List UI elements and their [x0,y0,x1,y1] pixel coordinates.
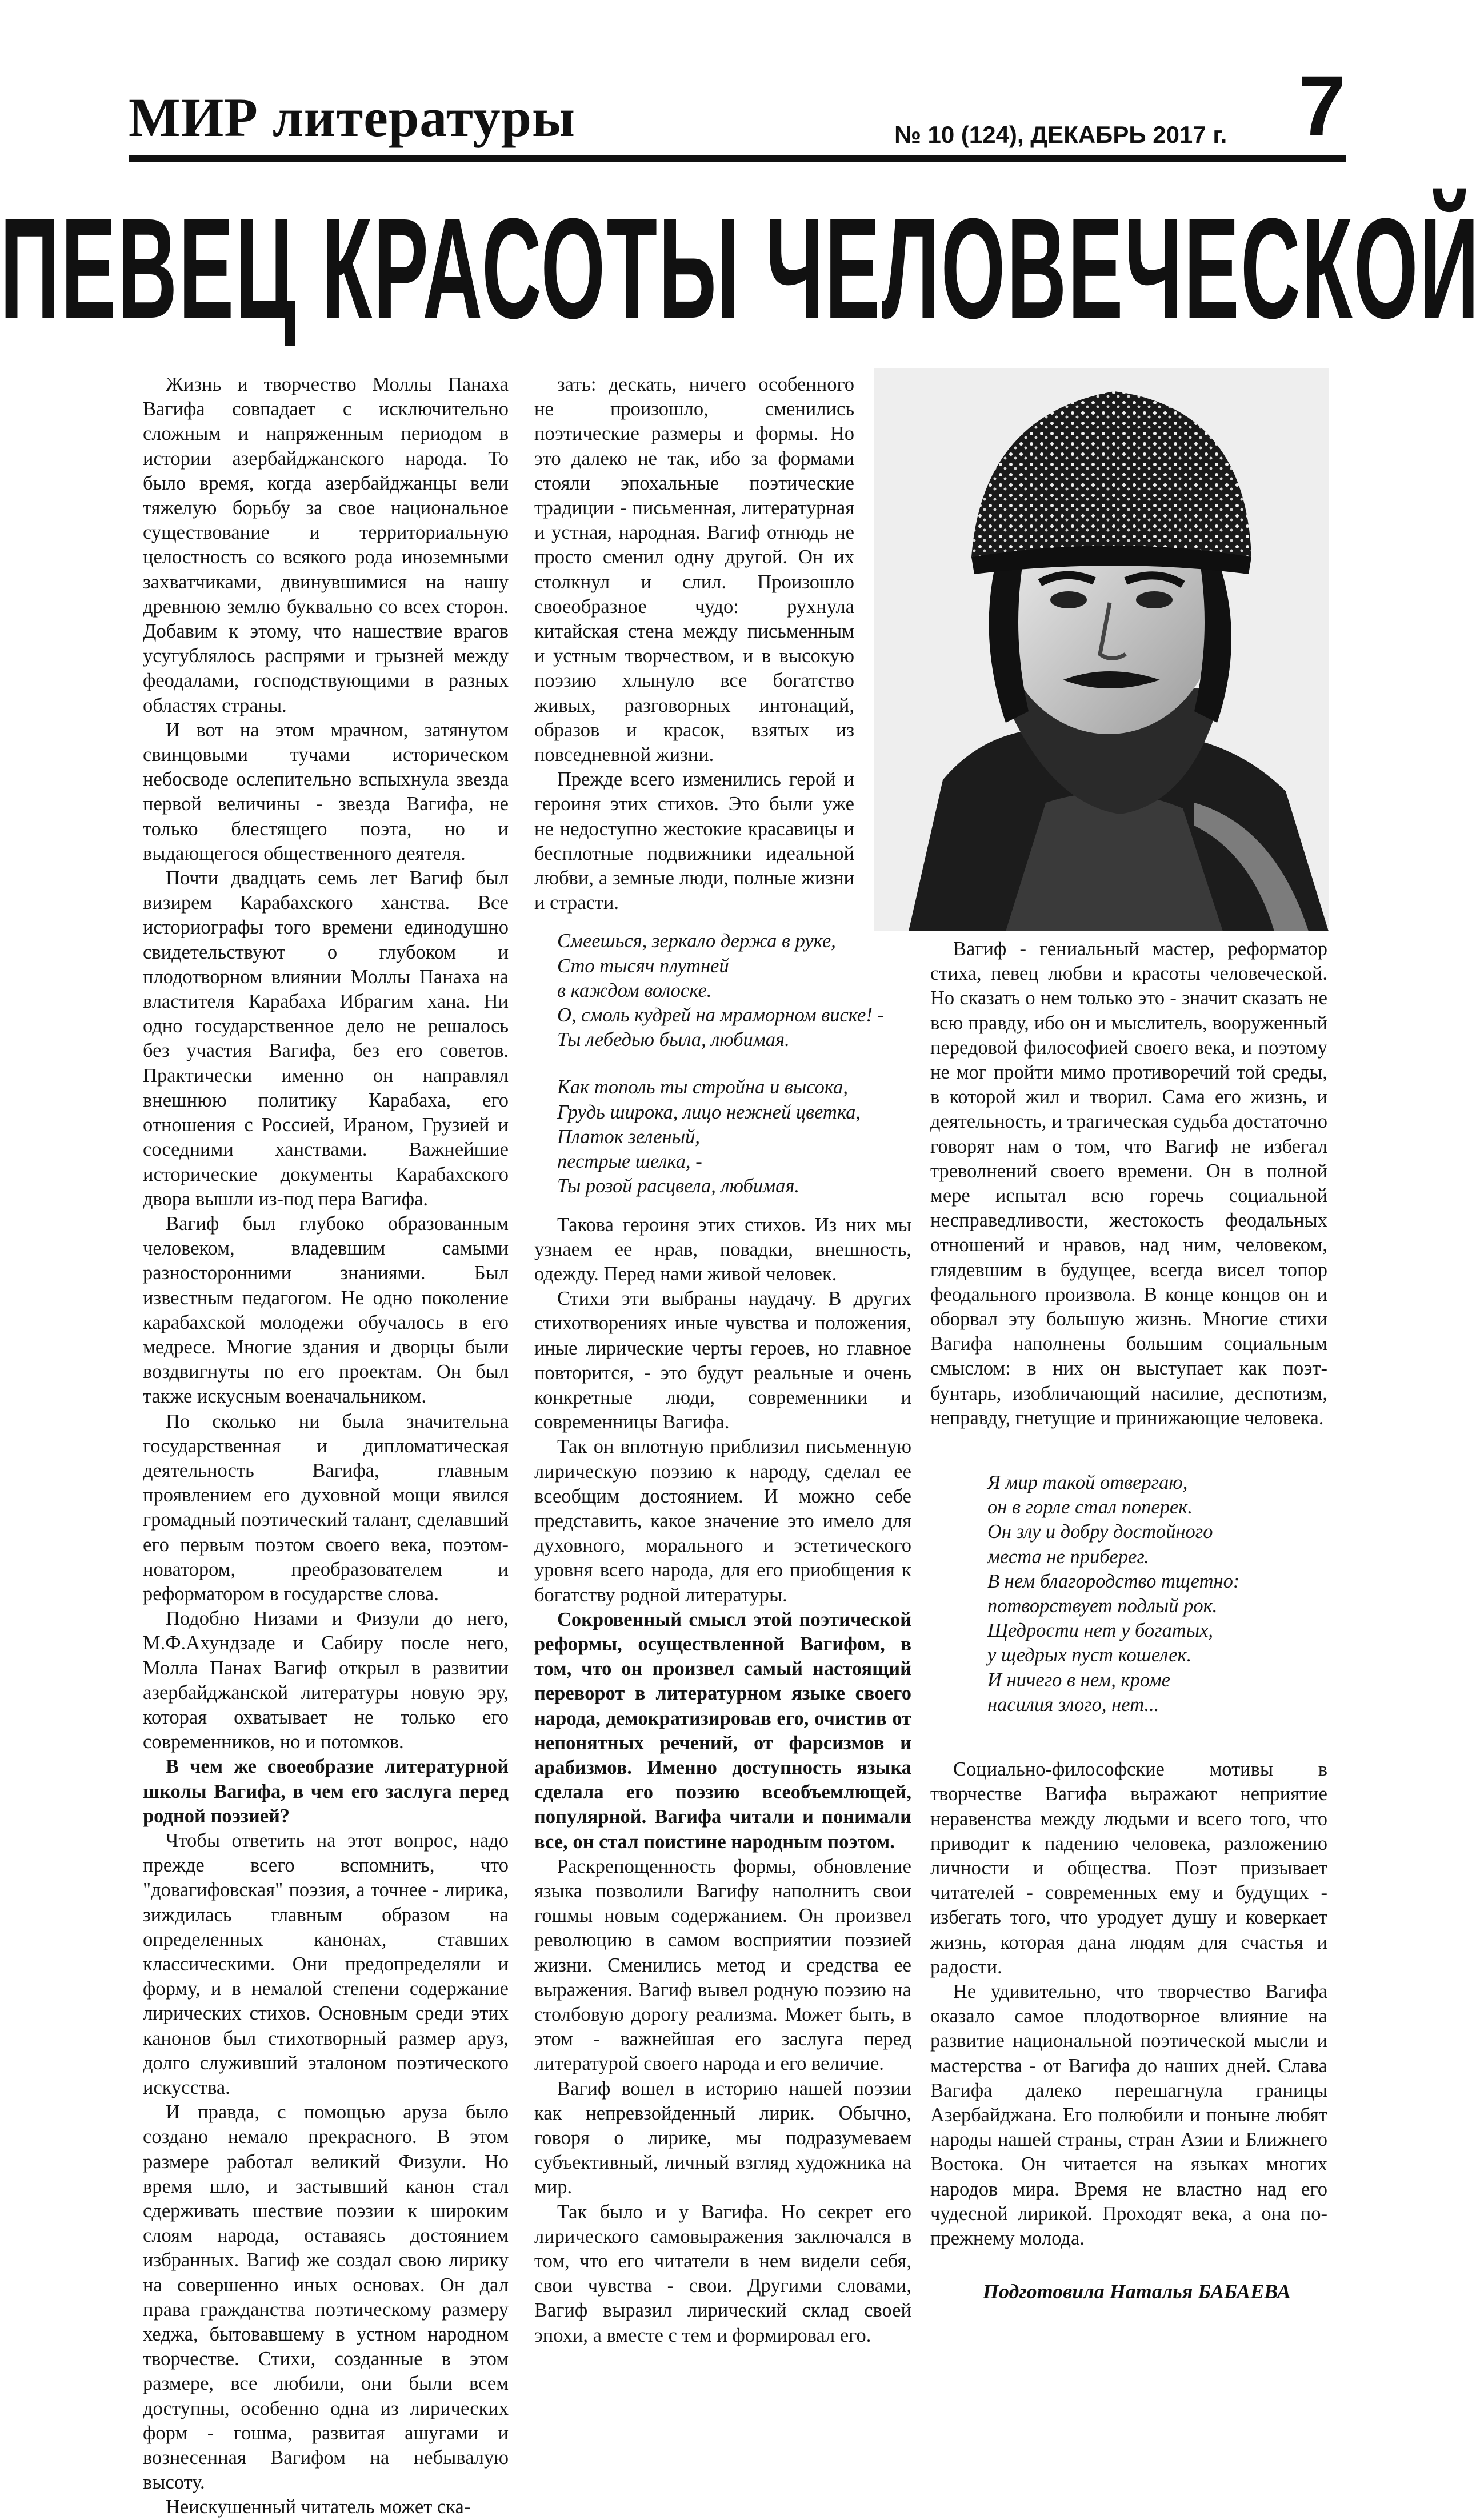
poem-line: Сто тысяч плутней [557,955,729,977]
paragraph: Прежде всего изменились герой и героиня этих стихов. Это были уже не недоступно жестокие красавицы и бесплотные подвижники идеальной любви, а земные люди, полные жизни и страсти. [534,768,854,914]
poem-line: Ты лебедью была, любимая. [557,1029,790,1051]
poem-gap [557,1052,854,1075]
masthead-rule [129,155,1346,162]
poem-quote-2 [987,1471,1327,1717]
paragraph: Неискушенный читатель может ска- [166,2496,471,2518]
masthead [129,58,1346,166]
poem-line: потворствует подлый рок. [987,1595,1218,1617]
poem-line: Он злу и добру достойного [987,1521,1213,1543]
article-column-1 [143,372,509,2518]
author-signature: Подготовила Наталья БАБАЕВА [983,2280,1291,2303]
paragraph: Вагиф вошел в историю нашей поэзии как непревзойденный лирик. Обычно, говоря о лирике, мы подразумеваем субъективный, личный взгляд художника на мир. [534,2077,911,2198]
paragraph: И правда, с помощью аруза было создано немало прекрасного. В этом размере работал великий Физули. Но время шло, и застывший канон стал сдерживать шествие поэзии к широким слоям народа, оставаясь достоянием избранных. Вагиф же создал свою лирику на совершенно иных основах. Он дал права гражданства поэтическому размеру хеджа, бытовавшему в устном народном творчестве. Стихи, созданные в этом размере, все любили, они были всем доступны, особенно одна из лирических форм - гошма, развитая ашугами и вознесенная Вагифом на небывалую высоту. [143,2101,509,2494]
paragraph: Подобно Низами и Физули до него, М.Ф.Ахундзаде и Сабиру после него, Молла Панах Вагиф открыл в развитии азербайджанской литературы новую эру, которая охватывает не только его современников, но и потомков. [143,1608,509,1753]
poem-line: пестрые шелка, - [557,1151,702,1173]
poem-line: В нем благородство тщетно: [987,1570,1240,1592]
paragraph: И вот на этом мрачном, затянутом свинцовыми тучами историческом небосводе ослепительно вспыхнула звезда первой величины - звезда Вагифа, не только блестящего поэта, но и выдающегося общественного деятеля. [143,719,509,864]
poem-line: Как тополь ты стройна и высока, [557,1076,849,1099]
section-title: МИР литературы [129,87,575,148]
article-headline [0,189,1480,348]
paragraph: Социально-философские мотивы в творчестве Вагифа выражают неприятие неравенства между людьми и всего того, что приводит к падению человека, разложению личности и общества. Поэт призывает читателей - современных ему и будущих - избегать того, что уродует душу и коверкает жизнь, которая дана людям для счастья и радости. [930,1758,1327,1978]
poem-line: Щедрости нет у богатых, [987,1620,1214,1642]
poem-line: у щедрых пуст кошелек. [987,1644,1192,1666]
poem-line: Я мир такой отвергаю, [987,1472,1188,1494]
paragraph: зать: дескать, ничего особенного не произошло, сменились поэтические размеры и формы. Но это далеко не так, ибо за формами стояли эпохальные поэтические традиции - письменная, литературная и устная, народная. Вагиф отнюдь не просто сменил одну другой. Он их столкнул и слил. Произошло своеобразное чудо: рухнула китайская стена между письменным и устным творчеством, и в высокую поэзию хлынуло все богатство живых, разговорных интонаций, образов и красок, взятых из повседневной жизни. [534,374,854,766]
poem-line: в каждом волоске. [557,979,712,1001]
paragraph: В чем же своеобразие литературной школы Вагифа, в чем его заслуга перед родной поэзией? [143,1756,509,1827]
poem-line: Грудь широка, лицо нежней цветка, [557,1101,861,1123]
article-column-3 [930,937,1327,2337]
poet-portrait [874,368,1329,931]
paragraph: Так он вплотную приблизил письменную лирическую поэзию к народу, сделал ее всеобщим достоянием. И можно себе представить, какое значение это имело для духовного, морального и эстетического уровня всего народа, для его приобщения к богатству родной литературы. [534,1436,911,1606]
portrait-image [874,368,1329,931]
poem-line: Ты розой расцвела, любимая. [557,1175,800,1197]
paragraph: Стихи эти выбраны наудачу. В других стихотворениях иные чувства и положения, иные лирические черты героев, но главное повторится, - это будут реальные и очень конкретные люди, современники и современницы Вагифа. [534,1288,911,1433]
article-column-2 [534,372,911,2349]
poem-line: насилия злого, нет... [987,1693,1159,1716]
headline-text: ПЕВЕЦ КРАСОТЫ ЧЕЛОВЕЧЕСКОЙ [0,189,1480,348]
page-number: 7 [1298,58,1346,154]
paragraph: Вагиф был глубоко образованным человеком, владевшим самыми разносторонними знаниями. Был известным педагогом. Не одно поколение карабахской молодежи обучалось в его медресе. Многие здания и дворцы были воздвигнуты по его проектам. Он был также искусным военачальником. [143,1212,509,1408]
poem-line: И ничего в нем, кроме [987,1669,1171,1691]
poem-line: он в горле стал поперек. [987,1496,1193,1519]
poem-line: Платок зеленый, [557,1125,701,1148]
paragraph: По сколько ни была значительна государственная и дипломатическая деятельность Вагифа, главным проявлением его духовной мощи явился громадный поэтический талант, сделавший его первым поэтом своего века, поэтом-новатором, преобразователем и реформатором в государстве слова. [143,1410,509,1605]
paragraph: Вагиф - гениальный мастер, реформатор стиха, певец любви и красоты человеческой. Но сказать о нем только это - значит сказать не всю правду, ибо он и мыслитель, вооруженный передовой философией своего века, и поэтому не мог пройти мимо противоречий той среды, в которой жил и творил. Сама его жизнь, и деятельность, и трагическая судьба достаточно говорят нам о том, что Вагиф не избегал треволнений своего времени. Он в полной мере испытал всю горечь социальной несправедливости, жестокость феодальных отношений и нравов, над ним, человеком, глядевшим в будущее, всегда висел топор феодального произвола. В конце концов он и оборвал эту большую жизнь. Многие стихи Вагифа наполнены большим социальным смыслом: в них он выступает как поэт-бунтарь, изобличающий насилие, деспотизм, неправду, гнетущие и принижающие человека. [930,938,1327,1429]
poem-line: Смеешься, зеркало держа в руке, [557,930,836,952]
paragraph: Такова героиня этих стихов. Из них мы узнаем ее нрав, повадки, внешность, одежду. Перед нами живой человек. [534,1213,911,1285]
poem-line: О, смоль кудрей на мраморном виске! - [557,1004,884,1027]
paragraph: Почти двадцать семь лет Вагиф был визирем Карабахского ханства. Все историографы того времени единодушно свидетельствуют о глубоком и плодотворном влиянии Моллы Панаха на властителя Карабаха Ибрагим хана. Ни одно государственное дело не решалось без участия Вагифа, без его советов. Практически именно он направлял внешнюю политику Карабаха, его отношения с Россией, Ираном, Грузией и соседними ханствами. Важнейшие исторические документы Карабахского двора вышли из-под пера Вагифа. [143,867,509,1210]
paragraph: Так было и у Вагифа. Но секрет его лирического самовыражения заключался в том, что его читатели в нем видели себя, свои чувства - свои. Другими словами, Вагиф выразил лирический склад своей эпохи, а вместе с тем и формировал его. [534,2201,911,2346]
paragraph: Не удивительно, что творчество Вагифа оказало самое плодотворное влияние на развитие национальной поэтической мысли и мастерства - от Вагифа до наших дней. Слава Вагифа далеко перешагнула границы Азербайджана. Его полюбили и поныне любят народы нашей страны, стран Азии и Ближнего Востока. Он читается на языках многих народов мира. Время не властно над его чудесной лирикой. Проходят века, а она по-прежнему молода. [930,1980,1327,2249]
paragraph: Жизнь и творчество Моллы Панаха Вагифа совпадает с исключительно сложным и напряженным периодом в истории азербайджанского народа. То было время, когда азербайджанцы вели тяжелую борьбу за свое национальное существование и территориальную целостность со всякого рода иноземными захватчиками, двинувшимися на нашу древнюю землю буквально со всех сторон. Добавим к этому, что нашествие врагов усугублялось распрями и грызней между феодалами, господствующими в разных областях страны. [143,374,509,716]
poem-line: места не приберег. [987,1545,1150,1568]
paragraph: Раскрепощенность формы, обновление языка позволили Вагифу наполнить свои гошмы новым содержанием. Он произвел революцию в самом восприятии поэзией жизни. Сменились метод и средства ее выражения. Вагиф вывел родную поэзию на столбовую дорогу реализма. Может быть, в этом - важнейшая его заслуга перед литературой своего народа и его величие. [534,1855,911,2075]
paragraph: Сокровенный смысл этой поэтической реформы, осуществленной Вагифом, в том, что он произвел самый настоящий переворот в литературном языке своего народа, демократизировав его, очистив от непонятных речений, от фарсизмов и арабизмов. Именно доступность языка сделала его поэзию всеобъемлющей, популярной. Вагифа читали и понимали все, он стал поистине народным поэтом. [534,1608,911,1853]
paragraph: Чтобы ответить на этот вопрос, надо прежде всего вспомнить, что "довагифовская" поэзия, а точнее - лирика, зиждилась главным образом на определенных канонах, ставших классическими. Они предопределяли и форму, и в немалой степени содержание лирических стихов. Основным среди этих канонов был стихотворный размер аруз, долго служивший эталоном поэтического искусства. [143,1829,509,2099]
poem-quote-1 [557,929,884,1199]
issue-info: № 10 (124), ДЕКАБРЬ 2017 г. [894,121,1227,148]
